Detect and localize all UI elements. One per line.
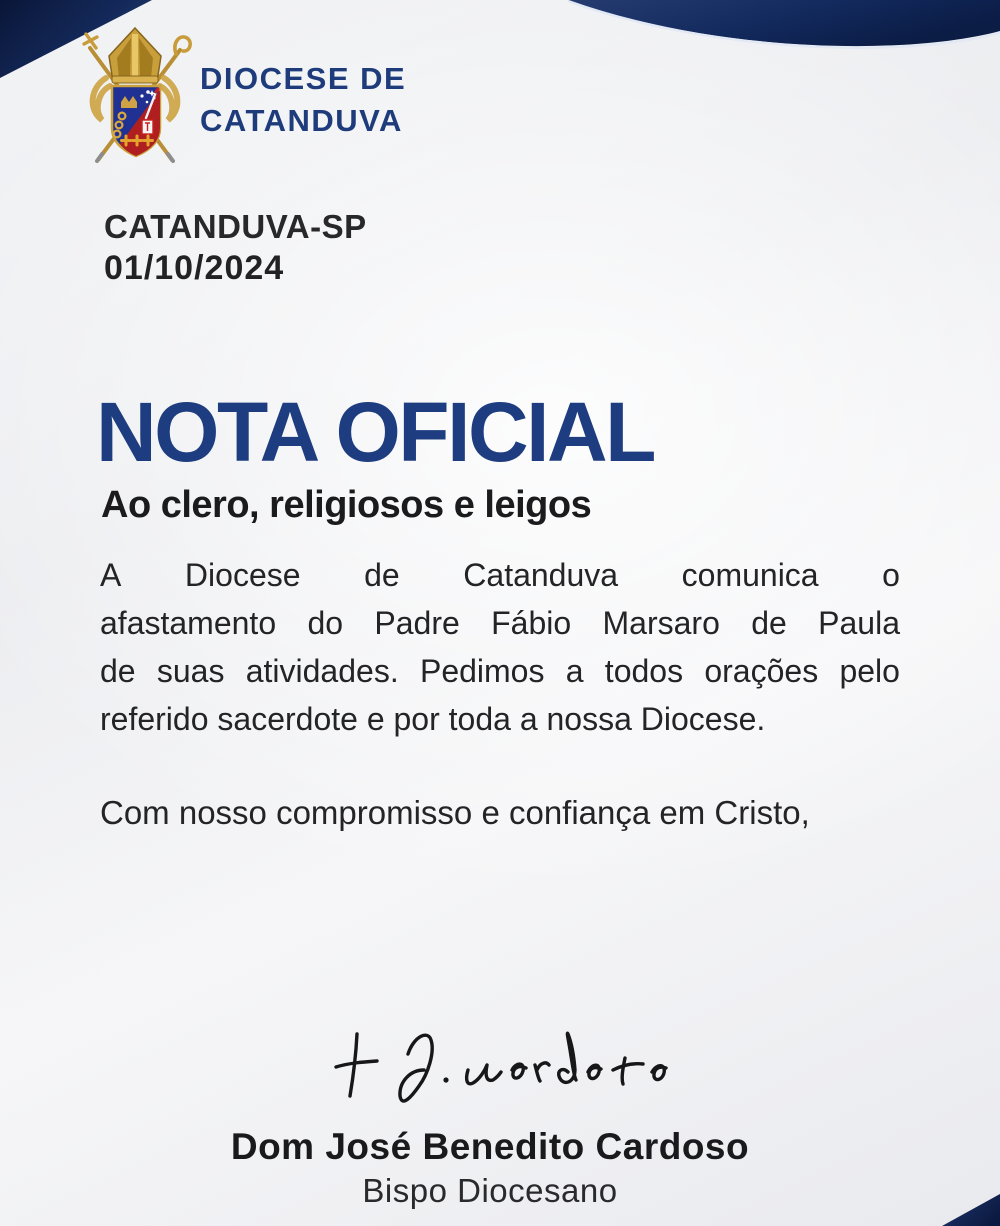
body-paragraph — [100, 551, 900, 743]
handwritten-signature-icon — [330, 1020, 690, 1112]
signer-role: Bispo Diocesano — [362, 1172, 618, 1209]
date-text: 01/10/2024 — [104, 249, 285, 287]
paragraph-line: de suas atividades. Pedimos a todos orações pelo — [100, 653, 900, 689]
signer-name: Dom José Benedito Cardoso — [230, 1126, 750, 1167]
org-name — [200, 58, 406, 142]
location-text: CATANDUVA-SP — [104, 208, 367, 245]
top-right-corner-shape — [568, 0, 1000, 60]
org-name-line1: DIOCESE DE — [200, 61, 407, 96]
note-subtitle: Ao clero, religiosos e leigos — [101, 484, 592, 526]
paragraph-line: referido sacerdote e por toda a nossa Diocese. — [100, 701, 766, 737]
org-name-line2: CATANDUVA — [200, 103, 403, 138]
closing-line: Com nosso compromisso e confiança em Cristo, — [100, 794, 810, 831]
diocese-coat-of-arms-logo — [76, 26, 194, 174]
paragraph-line: A Diocese de Catanduva comunica o — [100, 557, 900, 593]
paragraph-line: afastamento do Padre Fábio Marsaro de Paula — [100, 605, 900, 641]
note-title: NOTA OFICIAL — [96, 385, 654, 479]
